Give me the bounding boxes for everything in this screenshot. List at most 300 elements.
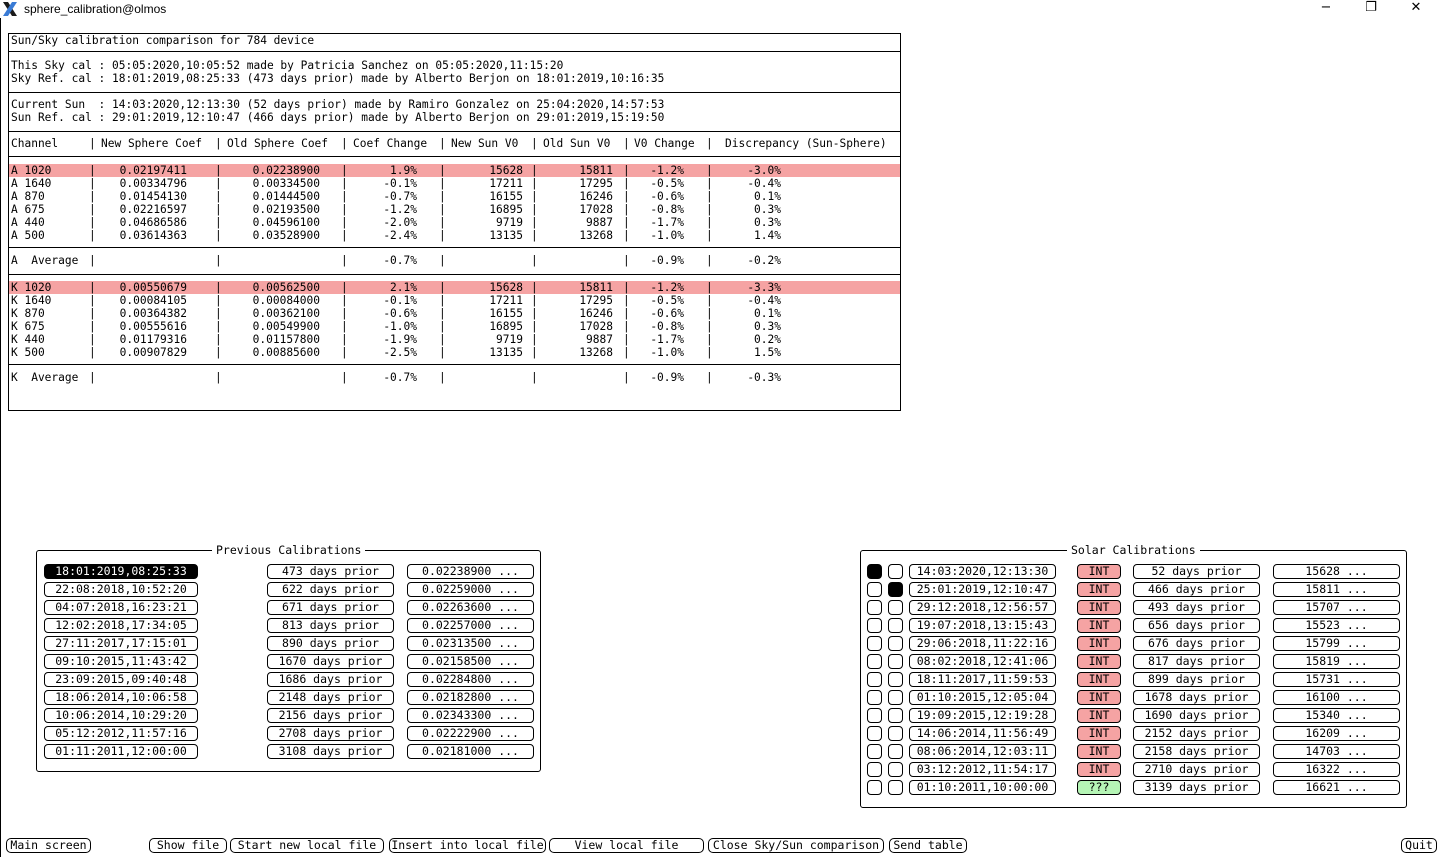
previous-calibration-date[interactable]: 04:07:2018,16:23:21 xyxy=(44,600,198,615)
cell-discrepancy: 0.3% xyxy=(754,203,781,216)
solar-calibration-age[interactable]: 2710 days prior xyxy=(1133,762,1260,777)
cell-coef-change: -2.0% xyxy=(383,216,417,229)
restore-button[interactable]: ❐ xyxy=(1365,0,1377,15)
previous-calibration-coef[interactable]: 0.02284800 ... xyxy=(407,672,534,687)
column-separator: | xyxy=(706,320,713,333)
column-separator: | xyxy=(531,281,538,294)
cell-coef-change: -0.6% xyxy=(383,307,417,320)
cell-new-sphere-coef: 0.01179316 xyxy=(119,333,187,346)
column-separator: | xyxy=(215,346,222,359)
table-row xyxy=(9,177,900,190)
column-separator: | xyxy=(439,164,446,177)
solar-calibration-v0[interactable]: 15340 ... xyxy=(1273,708,1400,723)
solar-calibration-type-badge[interactable]: INT xyxy=(1077,654,1121,669)
cell-v0-change: -1.7% xyxy=(650,216,684,229)
column-separator: | xyxy=(706,177,713,190)
previous-calibration-date[interactable]: 22:08:2018,10:52:20 xyxy=(44,582,198,597)
current-sun-radio[interactable] xyxy=(867,744,882,759)
cell-channel: K 1640 xyxy=(11,294,52,307)
column-separator: | xyxy=(623,320,630,333)
previous-calibration-coef[interactable]: 0.02181000 ... xyxy=(407,744,534,759)
solar-calibration-date[interactable]: 19:07:2018,13:15:43 xyxy=(909,618,1056,633)
window-title: sphere_calibration@olmos xyxy=(24,2,167,16)
previous-calibration-age[interactable]: 2708 days prior xyxy=(267,726,394,741)
cell-discrepancy: -0.4% xyxy=(747,177,781,190)
column-separator: | xyxy=(623,216,630,229)
column-separator: | xyxy=(531,190,538,203)
cell-new-sphere-coef: 0.02197411 xyxy=(119,164,187,177)
solar-calibration-type-badge[interactable]: INT xyxy=(1077,600,1121,615)
solar-calibration-v0[interactable]: 16100 ... xyxy=(1273,690,1400,705)
solar-calibration-v0[interactable]: 16621 ... xyxy=(1273,780,1400,795)
cell-old-sun-v0: 13268 xyxy=(579,346,613,359)
current-sun-radio[interactable] xyxy=(867,762,882,777)
cell-new-sphere-coef: 0.00555616 xyxy=(119,320,187,333)
solar-calibration-type-badge[interactable]: INT xyxy=(1077,564,1121,579)
current-sun-radio[interactable] xyxy=(867,618,882,633)
cell-old-sun-v0: 9887 xyxy=(586,216,613,229)
a-average-discrepancy: -0.2% xyxy=(747,254,781,267)
cell-v0-change: -0.6% xyxy=(650,190,684,203)
cell-channel: K 1020 xyxy=(11,281,52,294)
cell-coef-change: 1.9% xyxy=(390,164,417,177)
cell-old-sphere-coef: 0.00885600 xyxy=(252,346,320,359)
cell-discrepancy: 1.5% xyxy=(754,346,781,359)
column-separator: | xyxy=(341,294,348,307)
solar-calibration-type-badge[interactable]: INT xyxy=(1077,672,1121,687)
cell-v0-change: -0.6% xyxy=(650,307,684,320)
column-separator: | xyxy=(341,333,348,346)
solar-calibration-age[interactable]: 466 days prior xyxy=(1133,582,1260,597)
column-separator: | xyxy=(623,164,630,177)
reference-sun-radio[interactable] xyxy=(888,744,903,759)
table-row xyxy=(9,294,900,307)
solar-calibration-type-badge[interactable]: INT xyxy=(1077,618,1121,633)
reference-sun-radio[interactable] xyxy=(888,780,903,795)
reference-sun-radio[interactable] xyxy=(888,762,903,777)
column-separator: | xyxy=(439,281,446,294)
cell-new-sun-v0: 15628 xyxy=(489,281,523,294)
cell-new-sun-v0: 17211 xyxy=(489,177,523,190)
cell-old-sun-v0: 9887 xyxy=(586,333,613,346)
current-sun-radio[interactable] xyxy=(867,582,882,597)
column-separator: | xyxy=(531,216,538,229)
solar-calibration-date[interactable]: 08:06:2014,12:03:11 xyxy=(909,744,1056,759)
reference-sun-radio[interactable] xyxy=(888,690,903,705)
previous-calibration-coef[interactable]: 0.02238900 ... xyxy=(407,564,534,579)
cell-coef-change: -2.4% xyxy=(383,229,417,242)
table-row xyxy=(9,281,900,294)
column-separator: | xyxy=(439,333,446,346)
cell-new-sphere-coef: 0.01454130 xyxy=(119,190,187,203)
column-separator: | xyxy=(706,190,713,203)
divider xyxy=(9,274,900,275)
column-separator: | xyxy=(215,203,222,216)
solar-calibration-v0[interactable]: 16322 ... xyxy=(1273,762,1400,777)
solar-calibration-v0[interactable]: 15628 ... xyxy=(1273,564,1400,579)
cell-v0-change: -1.2% xyxy=(650,281,684,294)
previous-calibration-age[interactable]: 2148 days prior xyxy=(267,690,394,705)
table-row xyxy=(9,203,900,216)
column-separator: | xyxy=(341,216,348,229)
column-separator: | xyxy=(439,307,446,320)
previous-calibration-date[interactable]: 10:06:2014,10:29:20 xyxy=(44,708,198,723)
cell-old-sphere-coef: 0.00362100 xyxy=(252,307,320,320)
column-separator: | xyxy=(531,164,538,177)
column-separator: | xyxy=(706,333,713,346)
column-separator: | xyxy=(439,320,446,333)
cell-coef-change: -0.1% xyxy=(383,177,417,190)
previous-calibration-age[interactable]: 1670 days prior xyxy=(267,654,394,669)
solar-calibration-age[interactable]: 817 days prior xyxy=(1133,654,1260,669)
view-local-file-button[interactable]: View local file xyxy=(549,838,704,853)
previous-calibrations-panel xyxy=(36,543,541,772)
current-sun-radio[interactable] xyxy=(867,780,882,795)
column-separator: | xyxy=(706,294,713,307)
divider xyxy=(9,131,900,132)
current-sun-radio[interactable] xyxy=(867,690,882,705)
reference-sun-radio[interactable] xyxy=(888,708,903,723)
column-separator: | xyxy=(89,281,96,294)
solar-calibration-date[interactable]: 14:03:2020,12:13:30 xyxy=(909,564,1056,579)
cell-discrepancy: -3.3% xyxy=(747,281,781,294)
cell-channel: A 500 xyxy=(11,229,45,242)
current-sun-radio[interactable] xyxy=(867,600,882,615)
previous-calibration-date[interactable]: 05:12:2012,11:57:16 xyxy=(44,726,198,741)
table-row xyxy=(9,333,900,346)
column-separator: | xyxy=(623,307,630,320)
cell-old-sphere-coef: 0.02238900 xyxy=(252,164,320,177)
column-separator: | xyxy=(89,346,96,359)
cell-new-sphere-coef: 0.00084105 xyxy=(119,294,187,307)
minimize-button[interactable]: − xyxy=(1320,0,1332,15)
reference-sun-radio[interactable] xyxy=(888,726,903,741)
cell-new-sun-v0: 16895 xyxy=(489,203,523,216)
cell-discrepancy: -0.4% xyxy=(747,294,781,307)
solar-calibration-type-badge[interactable]: INT xyxy=(1077,726,1121,741)
cell-discrepancy: 0.2% xyxy=(754,333,781,346)
reference-sun-radio[interactable] xyxy=(888,600,903,615)
cell-coef-change: -1.9% xyxy=(383,333,417,346)
quit-button[interactable]: Quit xyxy=(1401,838,1437,853)
column-separator: | xyxy=(89,216,96,229)
report-title: Sun/Sky calibration comparison for 784 device xyxy=(11,34,315,47)
cell-channel: K 870 xyxy=(11,307,45,320)
cell-new-sphere-coef: 0.00907829 xyxy=(119,346,187,359)
previous-calibration-date[interactable]: 18:01:2019,08:25:33 xyxy=(44,564,198,579)
cell-new-sphere-coef: 0.03614363 xyxy=(119,229,187,242)
table-row xyxy=(9,229,900,242)
cell-discrepancy: 0.3% xyxy=(754,320,781,333)
a-average-row: A Average | | | -0.7% | | | -0.9% | -0.2% xyxy=(11,254,781,267)
header-old-sphere-coef: Old Sphere Coef xyxy=(227,137,329,150)
table-row xyxy=(9,164,900,177)
column-separator: | xyxy=(623,281,630,294)
cell-new-sun-v0: 16895 xyxy=(489,320,523,333)
cell-old-sun-v0: 16246 xyxy=(579,307,613,320)
column-separator: | xyxy=(623,294,630,307)
cell-old-sphere-coef: 0.00084000 xyxy=(252,294,320,307)
previous-calibration-date[interactable]: 12:02:2018,17:34:05 xyxy=(44,618,198,633)
solar-calibration-v0[interactable]: 15731 ... xyxy=(1273,672,1400,687)
column-separator: | xyxy=(89,203,96,216)
column-separator: | xyxy=(531,294,538,307)
solar-calibration-age[interactable]: 1690 days prior xyxy=(1133,708,1260,723)
current-sun-radio[interactable] xyxy=(867,564,882,579)
cell-old-sun-v0: 16246 xyxy=(579,190,613,203)
table-row xyxy=(9,320,900,333)
current-sun-radio[interactable] xyxy=(867,672,882,687)
solar-calibration-date[interactable]: 03:12:2012,11:54:17 xyxy=(909,762,1056,777)
divider xyxy=(9,51,900,52)
solar-calibration-date[interactable]: 29:12:2018,12:56:57 xyxy=(909,600,1056,615)
current-sun-radio[interactable] xyxy=(867,708,882,723)
cell-old-sphere-coef: 0.02193500 xyxy=(252,203,320,216)
solar-calibration-v0[interactable]: 15811 ... xyxy=(1273,582,1400,597)
solar-calibrations-title: Solar Calibrations xyxy=(1067,543,1200,557)
solar-calibration-age[interactable]: 493 days prior xyxy=(1133,600,1260,615)
cell-new-sphere-coef: 0.00334796 xyxy=(119,177,187,190)
cell-v0-change: -1.0% xyxy=(650,229,684,242)
this-sky-cal: This Sky cal : 05:05:2020,10:05:52 made by Patricia Sanchez on 05:05:2020,11:15:20 xyxy=(11,59,564,72)
column-separator: | xyxy=(531,177,538,190)
solar-calibration-age[interactable]: 899 days prior xyxy=(1133,672,1260,687)
cell-new-sun-v0: 13135 xyxy=(489,229,523,242)
cell-v0-change: -1.2% xyxy=(650,164,684,177)
previous-calibration-age[interactable]: 1686 days prior xyxy=(267,672,394,687)
cell-discrepancy: 0.1% xyxy=(754,190,781,203)
solar-calibration-v0[interactable]: 15819 ... xyxy=(1273,654,1400,669)
solar-calibration-date[interactable]: 29:06:2018,11:22:16 xyxy=(909,636,1056,651)
cell-new-sun-v0: 16155 xyxy=(489,307,523,320)
column-separator: | xyxy=(341,177,348,190)
previous-calibration-coef[interactable]: 0.02182800 ... xyxy=(407,690,534,705)
solar-calibration-age[interactable]: 676 days prior xyxy=(1133,636,1260,651)
column-separator: | xyxy=(89,333,96,346)
reference-sun-radio[interactable] xyxy=(888,636,903,651)
cell-discrepancy: 0.3% xyxy=(754,216,781,229)
current-sun-radio[interactable] xyxy=(867,654,882,669)
previous-calibration-coef[interactable]: 0.02158500 ... xyxy=(407,654,534,669)
solar-calibration-v0[interactable]: 15799 ... xyxy=(1273,636,1400,651)
solar-calibration-date[interactable]: 01:10:2011,10:00:00 xyxy=(909,780,1056,795)
solar-calibration-v0[interactable]: 14703 ... xyxy=(1273,744,1400,759)
current-sun-radio[interactable] xyxy=(867,726,882,741)
cell-new-sun-v0: 15628 xyxy=(489,164,523,177)
previous-calibration-coef[interactable]: 0.02313500 ... xyxy=(407,636,534,651)
previous-calibration-coef[interactable]: 0.02263600 ... xyxy=(407,600,534,615)
cell-old-sun-v0: 17028 xyxy=(579,203,613,216)
previous-calibration-date[interactable]: 27:11:2017,17:15:01 xyxy=(44,636,198,651)
solar-calibration-age[interactable]: 3139 days prior xyxy=(1133,780,1260,795)
solar-calibration-v0[interactable]: 16209 ... xyxy=(1273,726,1400,741)
column-separator: | xyxy=(706,216,713,229)
previous-calibration-age[interactable]: 671 days prior xyxy=(267,600,394,615)
cell-old-sphere-coef: 0.00562500 xyxy=(252,281,320,294)
column-separator: | xyxy=(439,190,446,203)
column-separator: | xyxy=(439,229,446,242)
previous-calibration-age[interactable]: 3108 days prior xyxy=(267,744,394,759)
previous-calibration-age[interactable]: 2156 days prior xyxy=(267,708,394,723)
header-channel: Channel xyxy=(11,137,59,150)
table-header: Channel | New Sphere Coef | Old Sphere Coef | Coef Change | New Sun V0 | Old Sun V0 | V0 Change | Discrepancy (Sun-Sphere) xyxy=(11,137,887,150)
cell-v0-change: -0.8% xyxy=(650,320,684,333)
cell-old-sun-v0: 17295 xyxy=(579,294,613,307)
sky-ref-cal: Sky Ref. cal : 18:01:2019,08:25:33 (473 days prior) made by Alberto Berjon on 18:01:2019,10:16:35 xyxy=(11,72,665,85)
solar-calibration-type-badge[interactable]: INT xyxy=(1077,636,1121,651)
previous-calibration-coef[interactable]: 0.02222900 ... xyxy=(407,726,534,741)
solar-calibration-date[interactable]: 18:11:2017,11:59:53 xyxy=(909,672,1056,687)
close-sky-sun-comparison-button[interactable]: Close Sky/Sun comparison xyxy=(708,838,884,853)
sun-ref-cal: Sun Ref. cal : 29:01:2019,12:10:47 (466 days prior) made by Alberto Berjon on 29:01:2019,15:19:50 xyxy=(11,111,665,124)
column-separator: | xyxy=(531,203,538,216)
header-v0-change: V0 Change xyxy=(634,137,695,150)
reference-sun-radio[interactable] xyxy=(888,654,903,669)
solar-calibration-type-badge[interactable]: INT xyxy=(1077,690,1121,705)
cell-coef-change: -0.1% xyxy=(383,294,417,307)
divider xyxy=(9,156,900,157)
table-row xyxy=(9,307,900,320)
column-separator: | xyxy=(215,281,222,294)
cell-discrepancy: 0.1% xyxy=(754,307,781,320)
reference-sun-radio[interactable] xyxy=(888,618,903,633)
header-new-sun-v0: New Sun V0 xyxy=(451,137,519,150)
column-separator: | xyxy=(531,320,538,333)
column-separator: | xyxy=(215,294,222,307)
column-separator: | xyxy=(341,203,348,216)
send-table-button[interactable]: Send table xyxy=(889,838,967,853)
previous-calibration-date[interactable]: 01:11:2011,12:00:00 xyxy=(44,744,198,759)
solar-calibration-age[interactable]: 1678 days prior xyxy=(1133,690,1260,705)
a-average-label: A Average xyxy=(11,254,79,267)
previous-calibration-date[interactable]: 18:06:2014,10:06:58 xyxy=(44,690,198,705)
previous-calibration-coef[interactable]: 0.02343300 ... xyxy=(407,708,534,723)
column-separator: | xyxy=(623,229,630,242)
reference-sun-radio[interactable] xyxy=(888,564,903,579)
column-separator: | xyxy=(439,177,446,190)
previous-calibration-date[interactable]: 23:09:2015,09:40:48 xyxy=(44,672,198,687)
cell-new-sphere-coef: 0.00550679 xyxy=(119,281,187,294)
cell-discrepancy: -3.0% xyxy=(747,164,781,177)
solar-calibration-age[interactable]: 656 days prior xyxy=(1133,618,1260,633)
previous-calibration-age[interactable]: 473 days prior xyxy=(267,564,394,579)
solar-calibration-date[interactable]: 01:10:2015,12:05:04 xyxy=(909,690,1056,705)
cell-coef-change: -0.7% xyxy=(383,190,417,203)
show-file-button[interactable]: Show file xyxy=(149,838,227,853)
column-separator: | xyxy=(89,307,96,320)
close-window-button[interactable]: ✕ xyxy=(1410,0,1422,15)
solar-calibration-age[interactable]: 52 days prior xyxy=(1133,564,1260,579)
column-separator: | xyxy=(215,229,222,242)
reference-sun-radio[interactable] xyxy=(888,672,903,687)
solar-calibration-age[interactable]: 2152 days prior xyxy=(1133,726,1260,741)
solar-calibration-type-badge[interactable]: ??? xyxy=(1077,780,1121,795)
current-sun-radio[interactable] xyxy=(867,636,882,651)
table-row xyxy=(9,346,900,359)
solar-calibration-date[interactable]: 25:01:2019,12:10:47 xyxy=(909,582,1056,597)
previous-calibration-coef[interactable]: 0.02259000 ... xyxy=(407,582,534,597)
cell-coef-change: -1.0% xyxy=(383,320,417,333)
k-average-row: K Average | | | -0.7% | | | -0.9% | -0.3% xyxy=(11,371,781,384)
solar-calibration-age[interactable]: 2158 days prior xyxy=(1133,744,1260,759)
header-old-sun-v0: Old Sun V0 xyxy=(543,137,611,150)
cell-old-sphere-coef: 0.00549900 xyxy=(252,320,320,333)
header-new-sphere-coef: New Sphere Coef xyxy=(101,137,203,150)
previous-calibration-coef[interactable]: 0.02257000 ... xyxy=(407,618,534,633)
cell-old-sphere-coef: 0.01157800 xyxy=(252,333,320,346)
column-separator: | xyxy=(215,164,222,177)
column-separator: | xyxy=(341,320,348,333)
solar-calibration-date[interactable]: 19:09:2015,12:19:28 xyxy=(909,708,1056,723)
column-separator: | xyxy=(215,216,222,229)
cell-channel: K 500 xyxy=(11,346,45,359)
cell-coef-change: 2.1% xyxy=(390,281,417,294)
column-separator: | xyxy=(439,346,446,359)
column-separator: | xyxy=(706,281,713,294)
column-separator: | xyxy=(706,229,713,242)
window-border xyxy=(0,18,1,857)
column-separator: | xyxy=(531,346,538,359)
solar-calibration-type-badge[interactable]: INT xyxy=(1077,582,1121,597)
column-separator: | xyxy=(706,164,713,177)
cell-old-sun-v0: 13268 xyxy=(579,229,613,242)
column-separator: | xyxy=(341,346,348,359)
cell-v0-change: -1.7% xyxy=(650,333,684,346)
divider xyxy=(9,364,900,365)
column-separator: | xyxy=(341,190,348,203)
reference-sun-radio[interactable] xyxy=(888,582,903,597)
cell-new-sun-v0: 17211 xyxy=(489,294,523,307)
column-separator: | xyxy=(439,294,446,307)
previous-calibration-age[interactable]: 890 days prior xyxy=(267,636,394,651)
title-bar xyxy=(0,0,1441,18)
solar-calibration-type-badge[interactable]: INT xyxy=(1077,762,1121,777)
cell-old-sun-v0: 17028 xyxy=(579,320,613,333)
column-separator: | xyxy=(215,333,222,346)
column-separator: | xyxy=(531,333,538,346)
previous-calibration-age[interactable]: 622 days prior xyxy=(267,582,394,597)
insert-into-local-file-button[interactable]: Insert into local file xyxy=(389,838,546,853)
solar-calibration-type-badge[interactable]: INT xyxy=(1077,744,1121,759)
solar-calibration-type-badge[interactable]: INT xyxy=(1077,708,1121,723)
column-separator: | xyxy=(531,229,538,242)
cell-channel: A 440 xyxy=(11,216,45,229)
column-separator: | xyxy=(439,216,446,229)
cell-old-sphere-coef: 0.04596100 xyxy=(252,216,320,229)
cell-v0-change: -1.0% xyxy=(650,346,684,359)
column-separator: | xyxy=(215,320,222,333)
previous-calibration-age[interactable]: 813 days prior xyxy=(267,618,394,633)
solar-calibration-v0[interactable]: 15523 ... xyxy=(1273,618,1400,633)
cell-old-sun-v0: 17295 xyxy=(579,177,613,190)
previous-calibration-date[interactable]: 09:10:2015,11:43:42 xyxy=(44,654,198,669)
start-new-local-file-button[interactable]: Start new local file xyxy=(230,838,384,853)
k-average-discrepancy: -0.3% xyxy=(747,371,781,384)
cell-new-sun-v0: 9719 xyxy=(496,333,523,346)
solar-calibration-date[interactable]: 08:02:2018,12:41:06 xyxy=(909,654,1056,669)
cell-v0-change: -0.5% xyxy=(650,177,684,190)
column-separator: | xyxy=(623,346,630,359)
table-row xyxy=(9,216,900,229)
cell-old-sphere-coef: 0.01444500 xyxy=(252,190,320,203)
column-separator: | xyxy=(341,307,348,320)
solar-calibration-v0[interactable]: 15707 ... xyxy=(1273,600,1400,615)
solar-calibration-date[interactable]: 14:06:2014,11:56:49 xyxy=(909,726,1056,741)
comparison-report xyxy=(8,33,901,411)
column-separator: | xyxy=(89,164,96,177)
column-separator: | xyxy=(706,346,713,359)
main-screen-button[interactable]: Main screen xyxy=(6,838,91,853)
